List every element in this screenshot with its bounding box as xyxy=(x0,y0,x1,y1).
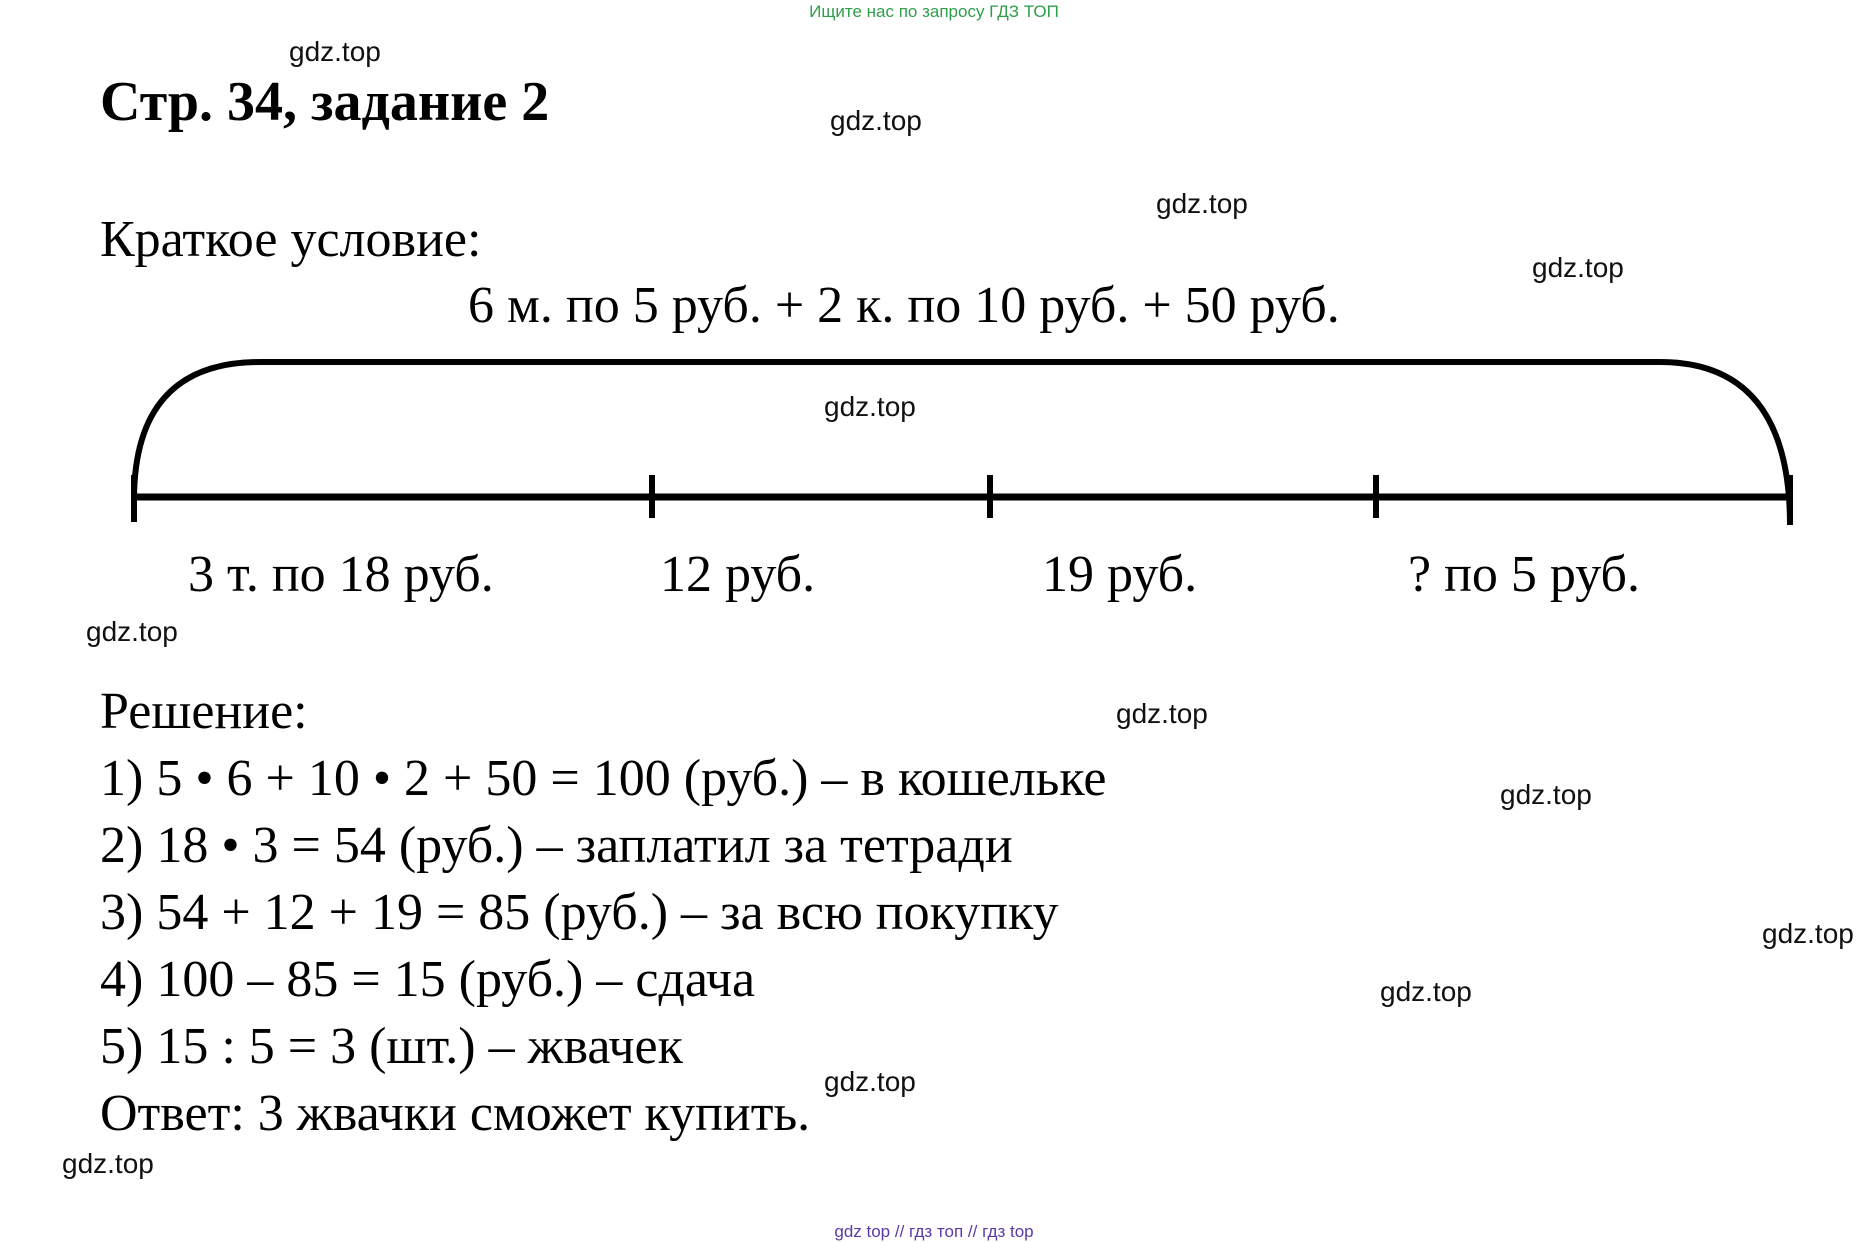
watermark: gdz.top xyxy=(1762,918,1854,949)
footer-link-3[interactable]: гдз top xyxy=(982,1222,1034,1241)
segment-label-2: 12 руб. xyxy=(660,546,816,603)
footer-links xyxy=(0,1222,1868,1242)
footer-link-1[interactable]: gdz top xyxy=(834,1222,891,1241)
condition-formula: 6 м. по 5 руб. + 2 к. по 10 руб. + 50 руб. xyxy=(468,277,1340,334)
footer-separator: // xyxy=(894,1222,905,1241)
solution-line-2: 2) 18 • 3 = 54 (руб.) – заплатил за тетради xyxy=(100,817,1013,874)
watermark: gdz.top xyxy=(1380,976,1472,1007)
watermark: gdz.top xyxy=(1156,188,1248,219)
page-title: Стр. 34, задание 2 xyxy=(100,71,550,133)
footer-link-2[interactable]: гдз топ xyxy=(909,1222,964,1241)
watermark: gdz.top xyxy=(824,391,916,422)
watermark: gdz.top xyxy=(62,1148,154,1179)
watermark: gdz.top xyxy=(86,616,178,647)
watermark: gdz.top xyxy=(1500,779,1592,810)
solution-line-3: 3) 54 + 12 + 19 = 85 (руб.) – за всю покупку xyxy=(100,884,1059,941)
top-banner: Ищите нас по запросу ГДЗ ТОП xyxy=(809,2,1059,21)
answer-line: Ответ: 3 жвачки сможет купить. xyxy=(100,1085,811,1142)
segment-label-1: 3 т. по 18 руб. xyxy=(188,546,494,603)
total-brace xyxy=(134,362,1790,525)
watermark: gdz.top xyxy=(830,105,922,136)
segment-label-3: 19 руб. xyxy=(1042,546,1198,603)
watermark: gdz.top xyxy=(1116,698,1208,729)
solution-line-5: 5) 15 : 5 = 3 (шт.) – жвачек xyxy=(100,1018,683,1075)
watermark: gdz.top xyxy=(1532,252,1624,283)
watermark: gdz.top xyxy=(824,1066,916,1097)
solution-line-1: 1) 5 • 6 + 10 • 2 + 50 = 100 (руб.) – в кошельке xyxy=(100,750,1107,807)
watermark: gdz.top xyxy=(289,36,381,67)
solution-heading: Решение: xyxy=(100,683,308,740)
solution-line-4: 4) 100 – 85 = 15 (руб.) – сдача xyxy=(100,951,756,1008)
segment-label-4: ? по 5 руб. xyxy=(1408,546,1640,603)
footer-separator: // xyxy=(967,1222,978,1241)
condition-heading: Краткое условие: xyxy=(100,211,482,268)
